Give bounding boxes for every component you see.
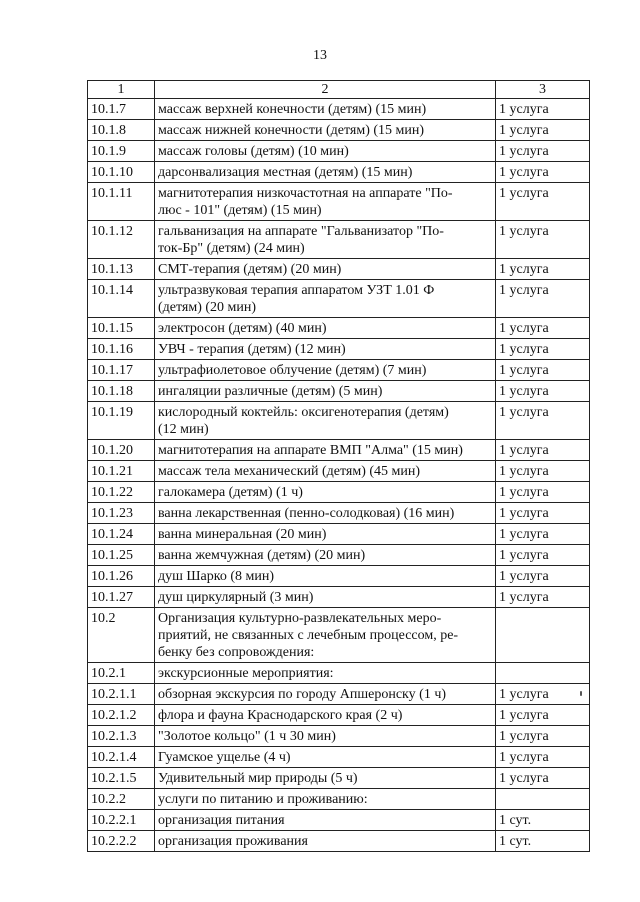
row-unit: 1 услуга xyxy=(496,360,590,381)
row-service: магнитотерапия низкочастотная на аппарате "По- люс - 101" (детям) (15 мин) xyxy=(155,183,496,221)
row-code: 10.1.8 xyxy=(88,120,155,141)
row-service: массаж тела механический (детям) (45 мин) xyxy=(155,461,496,482)
row-code: 10.1.10 xyxy=(88,162,155,183)
row-unit: 1 услуга xyxy=(496,141,590,162)
row-code: 10.1.24 xyxy=(88,524,155,545)
table-row xyxy=(88,608,590,663)
row-service: УВЧ - терапия (детям) (12 мин) xyxy=(155,339,496,360)
row-service: организация проживания xyxy=(155,831,496,852)
page-number: 13 xyxy=(313,48,327,63)
row-service: душ Шарко (8 мин) xyxy=(155,566,496,587)
row-service: массаж головы (детям) (10 мин) xyxy=(155,141,496,162)
row-unit: 1 услуга xyxy=(496,440,590,461)
row-code: 10.2.2.1 xyxy=(88,810,155,831)
table-row xyxy=(88,747,590,768)
row-service: массаж нижней конечности (детям) (15 мин) xyxy=(155,120,496,141)
row-code: 10.2.1.2 xyxy=(88,705,155,726)
row-service: дарсонвализация местная (детям) (15 мин) xyxy=(155,162,496,183)
row-code: 10.1.15 xyxy=(88,318,155,339)
table-row xyxy=(88,339,590,360)
row-unit: 1 услуга xyxy=(496,503,590,524)
row-code: 10.2.2.2 xyxy=(88,831,155,852)
row-unit: 1 сут. xyxy=(496,831,590,852)
row-unit: 1 услуга xyxy=(496,183,590,221)
row-unit: 1 услуга xyxy=(496,524,590,545)
row-service: СМТ-терапия (детям) (20 мин) xyxy=(155,259,496,280)
row-service: Гуамское ущелье (4 ч) xyxy=(155,747,496,768)
table-row xyxy=(88,503,590,524)
row-code: 10.1.27 xyxy=(88,587,155,608)
table-header-row xyxy=(88,81,590,99)
row-code: 10.1.20 xyxy=(88,440,155,461)
table-row xyxy=(88,461,590,482)
row-service: галокамера (детям) (1 ч) xyxy=(155,482,496,503)
row-unit: 1 услуга xyxy=(496,726,590,747)
row-code: 10.1.18 xyxy=(88,381,155,402)
row-service: экскурсионные мероприятия: xyxy=(155,663,496,684)
row-code: 10.1.26 xyxy=(88,566,155,587)
table-row xyxy=(88,183,590,221)
row-code: 10.1.9 xyxy=(88,141,155,162)
row-code: 10.1.12 xyxy=(88,221,155,259)
column-header-service: 2 xyxy=(155,81,496,99)
row-service: гальванизация на аппарате "Гальванизатор "По- ток-Бр" (детям) (24 мин) xyxy=(155,221,496,259)
row-service: флора и фауна Краснодарского края (2 ч) xyxy=(155,705,496,726)
row-unit: 1 услуга xyxy=(496,747,590,768)
table-row xyxy=(88,705,590,726)
row-service: массаж верхней конечности (детям) (15 мин) xyxy=(155,99,496,120)
row-unit: 1 услуга xyxy=(496,705,590,726)
table-row xyxy=(88,684,590,705)
row-code: 10.1.22 xyxy=(88,482,155,503)
row-code: 10.1.11 xyxy=(88,183,155,221)
row-unit: 1 услуга xyxy=(496,162,590,183)
row-code: 10.1.14 xyxy=(88,280,155,318)
row-code: 10.2.1.4 xyxy=(88,747,155,768)
row-unit xyxy=(496,608,590,663)
row-code: 10.1.17 xyxy=(88,360,155,381)
row-service: электросон (детям) (40 мин) xyxy=(155,318,496,339)
row-service: ингаляции различные (детям) (5 мин) xyxy=(155,381,496,402)
row-unit: 1 услуга xyxy=(496,381,590,402)
table-row xyxy=(88,360,590,381)
table-row xyxy=(88,831,590,852)
row-service: Удивительный мир природы (5 ч) xyxy=(155,768,496,789)
row-service: магнитотерапия на аппарате ВМП "Алма" (15 мин) xyxy=(155,440,496,461)
row-unit: 1 услуга xyxy=(496,587,590,608)
row-unit: 1 услуга xyxy=(496,259,590,280)
table-row xyxy=(88,402,590,440)
table-row xyxy=(88,162,590,183)
column-header-unit: 3 xyxy=(496,81,590,99)
row-unit: 1 услуга xyxy=(496,99,590,120)
row-service: ультразвуковая терапия аппаратом УЗТ 1.01 Ф (детям) (20 мин) xyxy=(155,280,496,318)
row-service: Организация культурно-развлекательных меро- приятий, не связанных с лечебным процессом, ре- бенку без сопровождения: xyxy=(155,608,496,663)
row-code: 10.1.16 xyxy=(88,339,155,360)
table-row xyxy=(88,141,590,162)
table-row xyxy=(88,381,590,402)
row-unit xyxy=(496,789,590,810)
table-row xyxy=(88,440,590,461)
table-row xyxy=(88,545,590,566)
table-row xyxy=(88,768,590,789)
table-row xyxy=(88,259,590,280)
row-code: 10.2.2 xyxy=(88,789,155,810)
table-row xyxy=(88,318,590,339)
row-code: 10.2.1 xyxy=(88,663,155,684)
row-unit: 1 услуга xyxy=(496,120,590,141)
row-code: 10.1.19 xyxy=(88,402,155,440)
table-row xyxy=(88,789,590,810)
row-unit: 1 услуга xyxy=(496,684,590,705)
row-unit: 1 услуга xyxy=(496,402,590,440)
row-service: ванна жемчужная (детям) (20 мин) xyxy=(155,545,496,566)
row-service: ванна лекарственная (пенно-солодковая) (16 мин) xyxy=(155,503,496,524)
row-unit: 1 услуга xyxy=(496,482,590,503)
scan-speck xyxy=(580,691,582,696)
row-code: 10.1.13 xyxy=(88,259,155,280)
row-unit: 1 услуга xyxy=(496,566,590,587)
row-code: 10.2.1.1 xyxy=(88,684,155,705)
table-row xyxy=(88,99,590,120)
row-unit: 1 услуга xyxy=(496,545,590,566)
table-row xyxy=(88,280,590,318)
row-code: 10.1.23 xyxy=(88,503,155,524)
table-row xyxy=(88,120,590,141)
table-row xyxy=(88,587,590,608)
services-table xyxy=(87,80,590,852)
table-row xyxy=(88,663,590,684)
row-code: 10.2.1.3 xyxy=(88,726,155,747)
table-row xyxy=(88,524,590,545)
table-row xyxy=(88,221,590,259)
row-code: 10.1.21 xyxy=(88,461,155,482)
row-service: кислородный коктейль: оксигенотерапия (детям) (12 мин) xyxy=(155,402,496,440)
row-unit: 1 сут. xyxy=(496,810,590,831)
row-unit: 1 услуга xyxy=(496,461,590,482)
row-unit xyxy=(496,663,590,684)
row-service: "Золотое кольцо" (1 ч 30 мин) xyxy=(155,726,496,747)
table-row xyxy=(88,482,590,503)
row-service: услуги по питанию и проживанию: xyxy=(155,789,496,810)
table-row xyxy=(88,566,590,587)
row-service: ультрафиолетовое облучение (детям) (7 мин) xyxy=(155,360,496,381)
column-header-code: 1 xyxy=(88,81,155,99)
row-code: 10.2.1.5 xyxy=(88,768,155,789)
row-unit: 1 услуга xyxy=(496,339,590,360)
row-unit: 1 услуга xyxy=(496,280,590,318)
row-unit: 1 услуга xyxy=(496,768,590,789)
row-service: организация питания xyxy=(155,810,496,831)
row-code: 10.1.7 xyxy=(88,99,155,120)
row-code: 10.1.25 xyxy=(88,545,155,566)
table-row xyxy=(88,810,590,831)
table-row xyxy=(88,726,590,747)
row-service: душ циркулярный (3 мин) xyxy=(155,587,496,608)
row-service: обзорная экскурсия по городу Апшеронску (1 ч) xyxy=(155,684,496,705)
row-service: ванна минеральная (20 мин) xyxy=(155,524,496,545)
row-unit: 1 услуга xyxy=(496,318,590,339)
row-unit: 1 услуга xyxy=(496,221,590,259)
row-code: 10.2 xyxy=(88,608,155,663)
